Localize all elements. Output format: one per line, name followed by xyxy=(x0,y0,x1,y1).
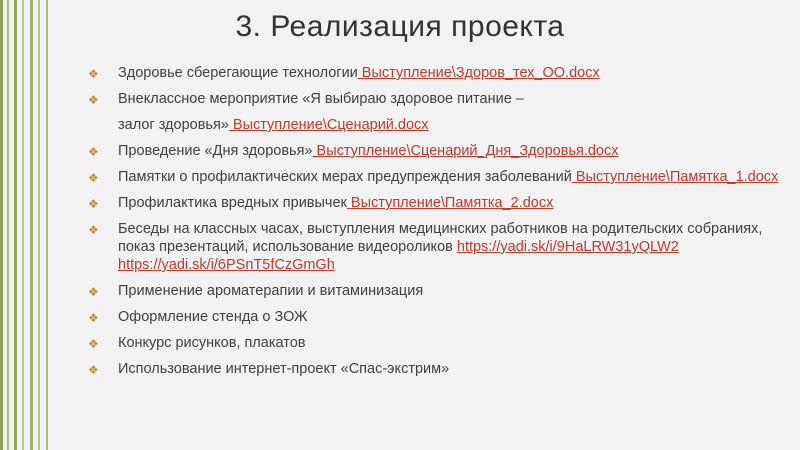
video-link-1[interactable]: https://yadi.sk/i/9HaLRW31yQLW2 xyxy=(456,239,679,255)
decorative-stripe xyxy=(30,0,33,450)
document-link[interactable]: Выступление\Памятка_2.docx xyxy=(346,195,554,211)
item-text: Применение ароматерапии и витаминизация xyxy=(118,283,424,299)
item-text: Беседы на классных часах, выступления медицинских работников на родительских собраниях, показ презентаций, использование видеороликов xyxy=(118,221,763,255)
list-item xyxy=(88,334,793,352)
list-item xyxy=(88,194,793,212)
item-text: Конкурс рисунков, плакатов xyxy=(118,335,306,351)
diamond-bullet-icon: ❖ xyxy=(88,311,99,325)
diamond-bullet-icon: ❖ xyxy=(88,337,99,351)
decorative-stripe xyxy=(22,0,24,450)
diamond-bullet-icon: ❖ xyxy=(88,67,99,81)
slide-title: 3. Реализация проекта xyxy=(235,10,565,43)
diamond-bullet-icon: ❖ xyxy=(88,145,99,159)
document-link[interactable]: Выступление\Памятка_1.docx xyxy=(571,169,779,185)
decorative-stripe xyxy=(7,0,9,450)
list-item xyxy=(88,90,793,134)
list-item xyxy=(88,282,793,300)
list-item xyxy=(88,220,793,274)
item-text: Здоровье сберегающие технологии xyxy=(118,65,358,81)
list-item xyxy=(88,308,793,326)
item-text: Профилактика вредных привычек xyxy=(118,195,347,211)
list-item xyxy=(88,168,793,186)
diamond-bullet-icon: ❖ xyxy=(88,223,99,237)
item-text: Проведение «Дня здоровья» xyxy=(118,143,313,159)
decorative-stripe xyxy=(38,0,40,450)
decorative-stripe xyxy=(14,0,17,450)
decorative-stripe xyxy=(46,0,48,450)
diamond-bullet-icon: ❖ xyxy=(88,93,99,107)
item-text: Внеклассное мероприятие «Я выбираю здоровое питание – xyxy=(118,91,524,107)
video-link-2[interactable]: https://yadi.sk/i/6PSnT5fCzGmGh xyxy=(118,257,335,273)
item-continuation xyxy=(118,116,793,134)
diamond-bullet-icon: ❖ xyxy=(88,197,99,211)
diamond-bullet-icon: ❖ xyxy=(88,285,99,299)
list-item xyxy=(88,360,793,378)
item-text-continued: залог здоровья» xyxy=(118,117,229,133)
document-link[interactable]: Выступление\Здоров_тех_ОО.docx xyxy=(357,65,600,81)
diamond-bullet-icon: ❖ xyxy=(88,363,99,377)
item-text: Памятки о профилактических мерах предупреждения заболеваний xyxy=(118,169,572,185)
document-link[interactable]: Выступление\Сценарий.docx xyxy=(228,117,429,133)
bullet-list xyxy=(88,64,793,386)
decorative-stripe xyxy=(0,0,3,450)
item-text: Оформление стенда о ЗОЖ xyxy=(118,309,308,325)
list-item xyxy=(88,142,793,160)
document-link[interactable]: Выступление\Сценарий_Дня_Здоровья.docx xyxy=(312,143,619,159)
item-text: Использование интернет-проект «Спас-экстрим» xyxy=(118,361,450,377)
list-item xyxy=(88,64,793,82)
diamond-bullet-icon: ❖ xyxy=(88,171,99,185)
